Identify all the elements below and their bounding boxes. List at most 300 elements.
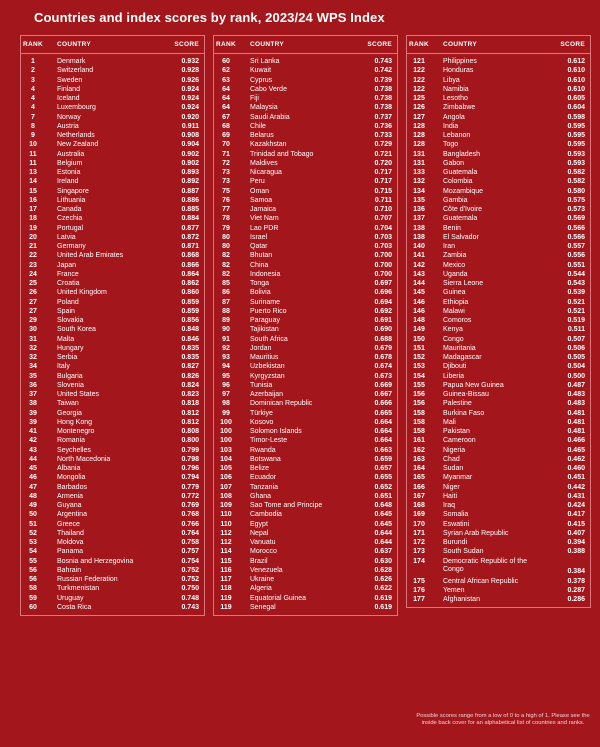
score-cell: 0.742 (374, 67, 392, 75)
country-cell: Solomon Islands (250, 428, 302, 436)
country-cell: Barbados (57, 483, 87, 491)
table-row (21, 510, 204, 519)
rank-cell: 43 (29, 446, 37, 454)
country-cell: Austria (57, 122, 79, 130)
rank-cell: 165 (413, 474, 425, 482)
score-cell: 0.799 (181, 446, 199, 454)
country-cell: Montenegro (57, 428, 95, 436)
table-row (214, 103, 397, 112)
rank-cell: 121 (413, 58, 425, 66)
rank-cell: 62 (222, 67, 230, 75)
rank-cell: 78 (222, 215, 230, 223)
country-cell: Uzbekistan (250, 363, 285, 371)
table-row (407, 57, 590, 66)
country-cell: Kosovo (250, 418, 274, 426)
rank-cell: 156 (413, 391, 425, 399)
score-cell: 0.506 (567, 344, 585, 352)
score-header: SCORE (367, 41, 392, 48)
score-cell: 0.593 (567, 150, 585, 158)
rank-cell: 44 (29, 455, 37, 463)
score-cell: 0.690 (374, 326, 392, 334)
score-cell: 0.694 (374, 298, 392, 306)
rank-cell: 37 (29, 391, 37, 399)
rank-cell: 145 (413, 289, 425, 297)
table-row (214, 168, 397, 177)
score-cell: 0.739 (374, 76, 392, 84)
table-row (407, 316, 590, 325)
country-cell: Georgia (57, 409, 82, 417)
rank-cell: 125 (413, 95, 425, 103)
rank-cell: 39 (29, 418, 37, 426)
country-cell: Paraguay (250, 317, 280, 325)
score-cell: 0.768 (181, 511, 199, 519)
score-cell: 0.733 (374, 132, 392, 140)
rank-cell: 150 (413, 335, 425, 343)
rank-cell: 127 (413, 113, 425, 121)
country-cell: Afghanistan (443, 596, 480, 604)
score-cell: 0.595 (567, 141, 585, 149)
table-row (407, 399, 590, 408)
rank-cell: 110 (220, 511, 232, 519)
score-cell: 0.610 (567, 67, 585, 75)
country-cell: Sierra Leone (443, 280, 484, 288)
score-cell: 0.924 (181, 85, 199, 93)
table-row (214, 399, 397, 408)
rank-header: RANK (409, 41, 429, 48)
rank-cell: 107 (220, 483, 232, 491)
score-cell: 0.794 (181, 474, 199, 482)
country-cell: Thailand (57, 529, 84, 537)
table-row (21, 473, 204, 482)
score-cell: 0.692 (374, 307, 392, 315)
rank-cell: 39 (29, 409, 37, 417)
score-cell: 0.868 (181, 252, 199, 260)
country-cell: France (57, 270, 79, 278)
table-row (407, 288, 590, 297)
score-cell: 0.704 (374, 224, 392, 232)
score-cell: 0.593 (567, 159, 585, 167)
country-cell: Madagascar (443, 354, 482, 362)
table-row (21, 205, 204, 214)
country-cell: Somalia (443, 511, 469, 519)
score-cell: 0.846 (181, 335, 199, 343)
country-cell: Vanuatu (250, 539, 276, 547)
country-cell: Oman (250, 187, 270, 195)
table-row (407, 427, 590, 436)
column-header (21, 36, 204, 54)
table-row (214, 529, 397, 538)
rank-cell: 164 (413, 465, 425, 473)
table-row (214, 325, 397, 334)
rank-cell: 95 (222, 372, 230, 380)
rank-cell: 100 (220, 437, 232, 445)
country-cell: Angola (443, 113, 465, 121)
country-cell: Zambia (443, 252, 467, 260)
table-row (407, 501, 590, 510)
score-cell: 0.666 (374, 400, 392, 408)
score-cell: 0.720 (374, 159, 392, 167)
score-cell: 0.595 (567, 132, 585, 140)
table-row (21, 214, 204, 223)
country-cell: Papua New Guinea (443, 381, 504, 389)
rows-list (21, 54, 204, 615)
table-row (21, 177, 204, 186)
country-cell: Namibia (443, 85, 469, 93)
rank-cell: 7 (31, 113, 35, 121)
country-cell: Belarus (250, 132, 274, 140)
country-cell: Belgium (57, 159, 83, 167)
table-row (214, 492, 397, 501)
table-row (21, 242, 204, 251)
score-cell: 0.465 (567, 446, 585, 454)
score-cell: 0.551 (567, 261, 585, 269)
column-header (407, 36, 590, 54)
rank-cell: 158 (413, 428, 425, 436)
table-row (21, 335, 204, 344)
table-row (21, 298, 204, 307)
country-cell: Eswatini (443, 520, 470, 528)
country-cell: Chad (443, 455, 460, 463)
country-cell: South Korea (57, 326, 96, 334)
rank-cell: 146 (413, 298, 425, 306)
country-cell: Mozambique (443, 187, 484, 195)
score-cell: 0.566 (567, 233, 585, 241)
score-cell: 0.384 (567, 567, 585, 575)
country-cell: Nepal (250, 529, 269, 537)
rank-cell: 14 (29, 178, 37, 186)
country-cell: Luxembourg (57, 104, 96, 112)
country-cell: Tunisia (250, 381, 273, 389)
score-cell: 0.812 (181, 418, 199, 426)
rank-cell: 122 (413, 76, 425, 84)
table-row (407, 76, 590, 85)
rank-cell: 32 (29, 344, 37, 352)
country-cell: Mexico (443, 261, 466, 269)
rank-cell: 153 (413, 363, 425, 371)
rank-cell: 64 (222, 95, 230, 103)
table-row (21, 399, 204, 408)
rank-cell: 90 (222, 326, 230, 334)
table-row (407, 372, 590, 381)
score-cell: 0.700 (374, 261, 392, 269)
country-cell: Jamaica (250, 206, 277, 214)
country-cell: Morocco (250, 548, 277, 556)
score-cell: 0.729 (374, 141, 392, 149)
country-cell: Tajikistan (250, 326, 279, 334)
rank-cell: 56 (29, 566, 37, 574)
table-row (21, 603, 204, 612)
country-cell: South Africa (250, 335, 288, 343)
score-cell: 0.697 (374, 280, 392, 288)
table-row (407, 187, 590, 196)
country-cell: Lithuania (57, 196, 86, 204)
table-row (214, 584, 397, 593)
country-cell: India (443, 122, 459, 130)
rank-cell: 41 (29, 428, 37, 436)
country-cell: Zimbabwe (443, 104, 476, 112)
country-cell: Mauritius (250, 354, 279, 362)
score-cell: 0.886 (181, 196, 199, 204)
country-cell: Burkina Faso (443, 409, 485, 417)
rank-cell: 77 (222, 206, 230, 214)
table-row (407, 242, 590, 251)
score-cell: 0.902 (181, 150, 199, 158)
score-cell: 0.738 (374, 104, 392, 112)
table-row (21, 538, 204, 547)
country-cell: Cabo Verde (250, 85, 287, 93)
country-cell: Jordan (250, 344, 272, 352)
table-row (214, 205, 397, 214)
table-row (407, 353, 590, 362)
score-cell: 0.612 (567, 58, 585, 66)
rank-cell: 100 (220, 428, 232, 436)
country-cell: Philippines (443, 58, 477, 66)
table-row (214, 436, 397, 445)
table-row (214, 446, 397, 455)
table-row (21, 427, 204, 436)
rank-cell: 122 (413, 85, 425, 93)
table-row (407, 325, 590, 334)
table-row (21, 168, 204, 177)
score-cell: 0.644 (374, 529, 392, 537)
table-row (21, 196, 204, 205)
score-cell: 0.826 (181, 372, 199, 380)
rank-cell: 29 (29, 317, 37, 325)
country-cell: Denmark (57, 58, 86, 66)
table-row (407, 510, 590, 519)
score-cell: 0.286 (567, 596, 585, 604)
page-title: Countries and index scores by rank, 2023/24 WPS Index (34, 10, 385, 25)
score-cell: 0.460 (567, 465, 585, 473)
rank-cell: 148 (413, 317, 425, 325)
rank-cell: 4 (31, 104, 35, 112)
score-cell: 0.582 (567, 169, 585, 177)
score-cell: 0.626 (374, 576, 392, 584)
table-row (407, 214, 590, 223)
rank-cell: 47 (29, 483, 37, 491)
score-cell: 0.655 (374, 474, 392, 482)
score-cell: 0.483 (567, 400, 585, 408)
table-row (21, 233, 204, 242)
score-cell: 0.415 (567, 520, 585, 528)
country-cell: Ecuador (250, 474, 277, 482)
rank-cell: 118 (220, 585, 232, 593)
table-row (21, 261, 204, 270)
rank-cell: 117 (220, 576, 232, 584)
score-cell: 0.798 (181, 455, 199, 463)
score-cell: 0.664 (374, 418, 392, 426)
table-row (407, 279, 590, 288)
rank-cell: 154 (413, 372, 425, 380)
rank-cell: 52 (29, 529, 37, 537)
country-cell: Liberia (443, 372, 465, 380)
table-row (21, 418, 204, 427)
rank-cell: 82 (222, 252, 230, 260)
table-row (407, 520, 590, 529)
country-cell: Slovakia (57, 317, 84, 325)
score-cell: 0.924 (181, 95, 199, 103)
country-cell: Panama (57, 548, 84, 556)
score-cell: 0.738 (374, 95, 392, 103)
score-cell: 0.754 (181, 557, 199, 565)
table-row (21, 270, 204, 279)
table-row (214, 159, 397, 168)
rank-cell: 149 (413, 326, 425, 334)
table-row (214, 483, 397, 492)
country-cell: Fiji (250, 95, 259, 103)
rank-cell: 168 (413, 502, 425, 510)
table-row (21, 122, 204, 131)
rank-cell: 134 (413, 187, 425, 195)
country-cell: Hungary (57, 344, 84, 352)
score-cell: 0.743 (181, 603, 199, 611)
country-cell: Malawi (443, 307, 465, 315)
rank-cell: 88 (222, 307, 230, 315)
country-cell: Guinea-Bissau (443, 391, 489, 399)
score-cell: 0.481 (567, 418, 585, 426)
rank-cell: 162 (413, 446, 425, 454)
table-row (214, 455, 397, 464)
country-cell: Portugal (57, 224, 84, 232)
table-row (214, 510, 397, 519)
rank-cell: 144 (413, 280, 425, 288)
country-cell: Myanmar (443, 474, 473, 482)
score-cell: 0.644 (374, 539, 392, 547)
country-cell: Turkmenistan (57, 585, 100, 593)
table-row (21, 557, 204, 566)
rank-cell: 112 (220, 529, 232, 537)
score-cell: 0.696 (374, 289, 392, 297)
rank-cell: 46 (29, 474, 37, 482)
country-cell: Taiwan (57, 400, 79, 408)
score-cell: 0.848 (181, 326, 199, 334)
country-cell: Venezuela (250, 566, 283, 574)
country-cell: Kenya (443, 326, 463, 334)
score-cell: 0.622 (374, 585, 392, 593)
score-cell: 0.679 (374, 344, 392, 352)
table-row (214, 362, 397, 371)
score-cell: 0.769 (181, 502, 199, 510)
rank-cell: 3 (31, 76, 35, 84)
country-cell: El Salvador (443, 233, 479, 241)
country-cell: Guatemala (443, 215, 478, 223)
rank-cell: 1 (31, 58, 35, 66)
rank-cell: 143 (413, 270, 425, 278)
table-row (214, 501, 397, 510)
score-cell: 0.657 (374, 465, 392, 473)
country-cell: Netherlands (57, 132, 95, 140)
score-header: SCORE (560, 41, 585, 48)
score-cell: 0.669 (374, 381, 392, 389)
country-cell: Sweden (57, 76, 83, 84)
score-cell: 0.648 (374, 502, 392, 510)
rank-cell: 64 (222, 85, 230, 93)
rank-cell: 27 (29, 298, 37, 306)
country-cell: Mongolia (57, 474, 86, 482)
table-row (21, 464, 204, 473)
country-cell: Greece (57, 520, 80, 528)
score-cell: 0.862 (181, 280, 199, 288)
score-cell: 0.812 (181, 409, 199, 417)
score-cell: 0.569 (567, 215, 585, 223)
rank-cell: 82 (222, 261, 230, 269)
table-row (407, 177, 590, 186)
rank-cell: 163 (413, 455, 425, 463)
rank-cell: 86 (222, 289, 230, 297)
rank-cell: 49 (29, 502, 37, 510)
table-row (21, 483, 204, 492)
table-row (407, 418, 590, 427)
score-cell: 0.924 (181, 104, 199, 112)
country-cell: Latvia (57, 233, 76, 241)
table-row (21, 566, 204, 575)
table-row (214, 140, 397, 149)
country-cell: Türkiye (250, 409, 273, 417)
country-cell: Uganda (443, 270, 468, 278)
table-row (21, 251, 204, 260)
score-cell: 0.424 (567, 502, 585, 510)
table-row (407, 362, 590, 371)
score-cell: 0.539 (567, 289, 585, 297)
country-cell: Algeria (250, 585, 272, 593)
country-cell: Switzerland (57, 67, 94, 75)
country-cell: Bhutan (250, 252, 273, 260)
score-cell: 0.462 (567, 455, 585, 463)
country-cell: Togo (443, 141, 459, 149)
country-cell: Bolivia (250, 289, 271, 297)
country-cell: Guyana (57, 502, 82, 510)
score-cell: 0.885 (181, 206, 199, 214)
score-cell: 0.911 (181, 122, 199, 130)
score-cell: 0.710 (374, 206, 392, 214)
rank-cell: 112 (220, 539, 232, 547)
score-cell: 0.442 (567, 483, 585, 491)
rank-cell: 158 (413, 418, 425, 426)
score-cell: 0.892 (181, 178, 199, 186)
table-row (21, 520, 204, 529)
score-cell: 0.573 (567, 206, 585, 214)
rank-cell: 132 (413, 178, 425, 186)
country-cell: Serbia (57, 354, 78, 362)
table-row (214, 288, 397, 297)
rank-cell: 48 (29, 492, 37, 500)
rank-cell: 58 (29, 585, 37, 593)
score-cell: 0.758 (181, 539, 199, 547)
country-cell: Italy (57, 363, 70, 371)
table-row (214, 76, 397, 85)
column-header (214, 36, 397, 54)
table-row (214, 464, 397, 473)
table-row (21, 159, 204, 168)
table-row (407, 455, 590, 464)
table-row (21, 492, 204, 501)
table-row (21, 390, 204, 399)
country-cell: Gabon (443, 159, 465, 167)
score-cell: 0.700 (374, 252, 392, 260)
table-row (214, 316, 397, 325)
rank-cell: 131 (413, 150, 425, 158)
score-cell: 0.835 (181, 344, 199, 352)
rank-cell: 89 (222, 317, 230, 325)
score-cell: 0.500 (567, 372, 585, 380)
table-row (21, 409, 204, 418)
table-row (214, 131, 397, 140)
table-row (407, 381, 590, 390)
rank-cell: 103 (220, 446, 232, 454)
table-row (214, 113, 397, 122)
country-cell: Côte d'Ivoire (443, 206, 483, 214)
country-cell: Moldova (57, 539, 84, 547)
